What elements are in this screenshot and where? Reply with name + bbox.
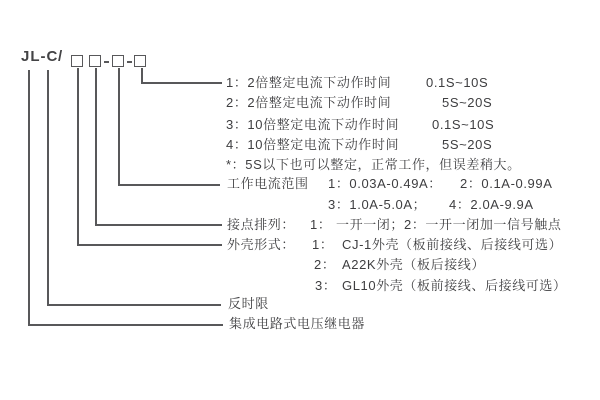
leader-horizontal-box4 — [141, 82, 222, 84]
contacts-label: 接点排列： — [227, 217, 296, 232]
leader-vertical-c — [47, 70, 49, 306]
working-current-item-1: 1：0.03A-0.49A： — [328, 176, 442, 191]
leader-vertical-box3 — [118, 68, 120, 186]
model-digit-box-1 — [71, 55, 83, 67]
leader-horizontal-box1 — [77, 244, 222, 246]
leader-horizontal-c — [47, 304, 221, 306]
inverse-time-label: 反时限 — [228, 296, 269, 311]
leader-horizontal-box2 — [95, 224, 222, 226]
shell-option-2-desc: A22K外壳（板后接线） — [342, 257, 486, 272]
contacts-desc: 一开一闭；2：一开一闭加一信号触点 — [336, 217, 562, 232]
operate-time-option-3-range: 0.1S~10S — [432, 117, 495, 132]
model-prefix: JL-C — [21, 48, 59, 65]
operate-time-option-1-label: 1：2倍整定电流下动作时间 — [226, 75, 392, 90]
model-digit-box-2 — [89, 55, 101, 67]
operate-time-option-3-label: 3：10倍整定电流下动作时间 — [226, 117, 400, 132]
model-dash-1 — [104, 61, 109, 63]
shell-option-1-num: 1： — [312, 237, 334, 252]
model-digit-box-3 — [112, 55, 124, 67]
shell-option-3-desc: GL10外壳（板前接线、后接线可选） — [342, 278, 567, 293]
operate-time-option-2-range: 5S~20S — [442, 95, 493, 110]
operate-time-note: *：5S以下也可以整定，正常工作，但误差稍大。 — [226, 157, 521, 172]
working-current-item-2: 2：0.1A-0.99A — [460, 176, 553, 191]
shell-option-3-num: 3： — [315, 278, 337, 293]
leader-vertical-box1 — [77, 68, 79, 246]
working-current-item-3: 3：1.0A-5.0A； — [328, 197, 427, 212]
shell-option-2-num: 2： — [314, 257, 336, 272]
device-name-label: 集成电路式电压继电器 — [229, 316, 366, 331]
leader-vertical-box2 — [95, 68, 97, 226]
operate-time-option-4-label: 4：10倍整定电流下动作时间 — [226, 137, 400, 152]
operate-time-option-1-range: 0.1S~10S — [426, 75, 489, 90]
working-current-label: 工作电流范围 — [227, 176, 309, 191]
model-digit-box-4 — [134, 55, 146, 67]
leader-vertical-prefix — [28, 70, 30, 326]
working-current-item-4: 4：2.0A-9.9A — [449, 197, 534, 212]
leader-horizontal-box3 — [118, 184, 220, 186]
shell-label: 外壳形式： — [227, 237, 296, 252]
shell-option-1-desc: CJ-1外壳（板前接线、后接线可选） — [342, 237, 563, 252]
operate-time-option-4-range: 5S~20S — [442, 137, 493, 152]
model-slash: / — [58, 48, 64, 65]
operate-time-option-2-label: 2：2倍整定电流下动作时间 — [226, 95, 392, 110]
leader-horizontal-prefix — [28, 324, 223, 326]
model-dash-2 — [127, 61, 132, 63]
contacts-num: 1： — [310, 217, 332, 232]
